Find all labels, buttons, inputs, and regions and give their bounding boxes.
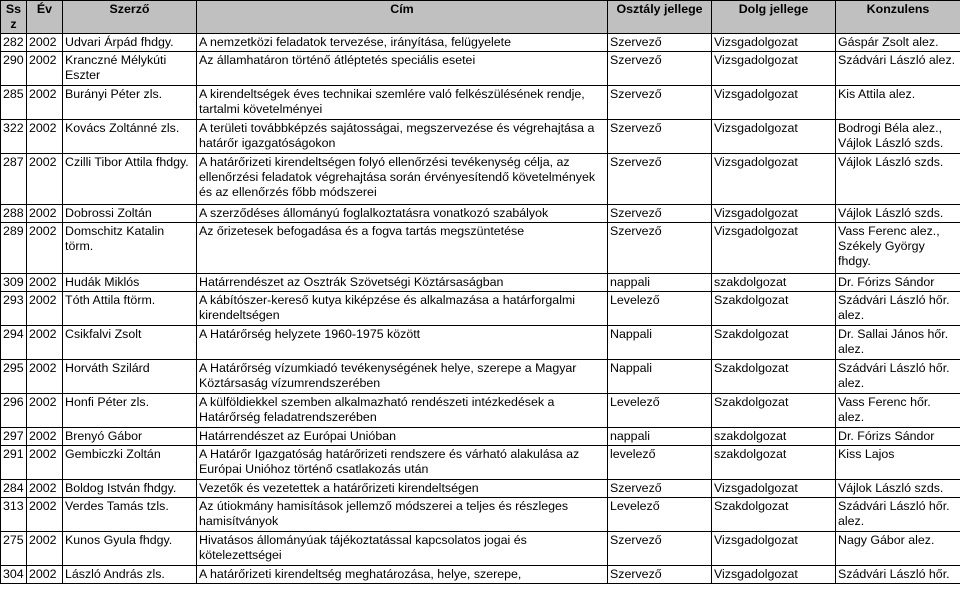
- cell-dolg: Szakdolgozat: [712, 498, 836, 532]
- cell-osztaly: Nappali: [608, 326, 712, 360]
- cell-konzulens: Bodrogi Béla alez., Vájlok László szds.: [836, 120, 960, 154]
- cell-osztaly: Szervező: [608, 532, 712, 566]
- column-header-osztaly: Osztály jellege: [608, 1, 712, 34]
- cell-szerzo: Domschitz Katalin törm.: [63, 223, 197, 274]
- cell-ev: 2002: [27, 205, 63, 223]
- cell-dolg: Vizsgadolgozat: [712, 223, 836, 274]
- cell-cim: A határőrizeti kirendeltség meghatározása, helye, szerepe,: [197, 566, 608, 584]
- cell-ev: 2002: [27, 154, 63, 205]
- cell-osztaly: Szervező: [608, 205, 712, 223]
- cell-konzulens: Gáspár Zsolt alez.: [836, 34, 960, 52]
- cell-dolg: szakdolgozat: [712, 428, 836, 446]
- cell-cim: Az őrizetesek befogadása és a fogva tartás megszüntetése: [197, 223, 608, 274]
- cell-ev: 2002: [27, 120, 63, 154]
- cell-szerzo: Tóth Attila ftörm.: [63, 292, 197, 326]
- cell-ssz: 313: [1, 498, 27, 532]
- column-header-szerzo: Szerző: [63, 1, 197, 34]
- cell-konzulens: Szádvári László hőr.: [836, 566, 960, 584]
- cell-ssz: 284: [1, 480, 27, 498]
- cell-dolg: Szakdolgozat: [712, 326, 836, 360]
- cell-szerzo: Kunos Gyula fhdgy.: [63, 532, 197, 566]
- cell-ssz: 322: [1, 120, 27, 154]
- cell-konzulens: Dr. Fórizs Sándor: [836, 274, 960, 292]
- cell-osztaly: Levelező: [608, 498, 712, 532]
- cell-osztaly: Levelező: [608, 292, 712, 326]
- header-row: [1, 1, 960, 34]
- table-row: [1, 292, 960, 326]
- table-row: [1, 326, 960, 360]
- cell-cim: A Határőrség vízumkiadó tevékenységének helye, szerepe a Magyar Köztársaság vízumrendszerében: [197, 360, 608, 394]
- cell-cim: Hivatásos állományúak tájékoztatással kapcsolatos jogai és kötelezettségei: [197, 532, 608, 566]
- cell-szerzo: László András zls.: [63, 566, 197, 584]
- cell-szerzo: Dobrossi Zoltán: [63, 205, 197, 223]
- cell-ssz: 296: [1, 394, 27, 428]
- cell-szerzo: Hudák Miklós: [63, 274, 197, 292]
- cell-szerzo: Udvari Árpád fhdgy.: [63, 34, 197, 52]
- table-header: [1, 1, 960, 34]
- cell-szerzo: Czilli Tibor Attila fhdgy.: [63, 154, 197, 205]
- cell-cim: A kábítószer-kereső kutya kiképzése és alkalmazása a határforgalmi kirendeltségen: [197, 292, 608, 326]
- table-row: [1, 52, 960, 86]
- table-row: [1, 360, 960, 394]
- cell-osztaly: Szervező: [608, 223, 712, 274]
- cell-szerzo: Kranczné Mélykúti Eszter: [63, 52, 197, 86]
- cell-dolg: Vizsgadolgozat: [712, 86, 836, 120]
- cell-dolg: Szakdolgozat: [712, 394, 836, 428]
- cell-konzulens: Szádvári László alez.: [836, 52, 960, 86]
- cell-dolg: Vizsgadolgozat: [712, 154, 836, 205]
- cell-cim: A külföldiekkel szemben alkalmazható rendészeti intézkedések a Határőrség feladatrendszerében: [197, 394, 608, 428]
- cell-cim: A területi továbbképzés sajátosságai, megszervezése és végrehajtása a határőr igazgatóságokon: [197, 120, 608, 154]
- cell-dolg: Vizsgadolgozat: [712, 120, 836, 154]
- column-header-dolg: Dolg jellege: [712, 1, 836, 34]
- cell-ev: 2002: [27, 274, 63, 292]
- cell-dolg: Szakdolgozat: [712, 360, 836, 394]
- cell-ssz: 309: [1, 274, 27, 292]
- cell-osztaly: Szervező: [608, 34, 712, 52]
- cell-szerzo: Kovács Zoltánné zls.: [63, 120, 197, 154]
- cell-ev: 2002: [27, 360, 63, 394]
- cell-osztaly: Szervező: [608, 86, 712, 120]
- cell-ssz: 297: [1, 428, 27, 446]
- cell-ev: 2002: [27, 223, 63, 274]
- cell-ev: 2002: [27, 446, 63, 480]
- cell-osztaly: Szervező: [608, 154, 712, 205]
- cell-szerzo: Horváth Szilárd: [63, 360, 197, 394]
- cell-cim: A Határőrség helyzete 1960-1975 között: [197, 326, 608, 360]
- cell-ssz: 288: [1, 205, 27, 223]
- cell-ssz: 291: [1, 446, 27, 480]
- cell-osztaly: Levelező: [608, 394, 712, 428]
- cell-cim: A Határőr Igazgatóság határőrizeti rendszere és várható alakulása az Európai Unióhoz történő csatlakozás után: [197, 446, 608, 480]
- cell-konzulens: Vájlok László szds.: [836, 480, 960, 498]
- cell-dolg: Vizsgadolgozat: [712, 34, 836, 52]
- cell-cim: Az útiokmány hamisítások jellemző módszerei a teljes és részleges hamisítványok: [197, 498, 608, 532]
- cell-dolg: Vizsgadolgozat: [712, 566, 836, 584]
- cell-osztaly: Szervező: [608, 566, 712, 584]
- cell-konzulens: Vájlok László szds.: [836, 205, 960, 223]
- table-row: [1, 223, 960, 274]
- cell-dolg: Vizsgadolgozat: [712, 480, 836, 498]
- cell-dolg: szakdolgozat: [712, 274, 836, 292]
- table-row: [1, 154, 960, 205]
- cell-ssz: 295: [1, 360, 27, 394]
- cell-osztaly: Nappali: [608, 360, 712, 394]
- cell-konzulens: Vájlok László szds.: [836, 154, 960, 205]
- cell-dolg: szakdolgozat: [712, 446, 836, 480]
- cell-cim: Határrendészet az Osztrák Szövetségi Köztársaságban: [197, 274, 608, 292]
- column-header-ssz: Ssz: [1, 1, 27, 34]
- cell-konzulens: Vass Ferenc hőr. alez.: [836, 394, 960, 428]
- cell-cim: A nemzetközi feladatok tervezése, irányítása, felügyelete: [197, 34, 608, 52]
- cell-ev: 2002: [27, 292, 63, 326]
- cell-cim: A határőrizeti kirendeltségen folyó ellenőrzési tevékenység célja, az ellenőrzési feladatok végrehajtása során érvényesítendő követelmények és az ellenőrzés főbb módszerei: [197, 154, 608, 205]
- cell-konzulens: Vass Ferenc alez., Székely György fhdgy.: [836, 223, 960, 274]
- cell-osztaly: Szervező: [608, 120, 712, 154]
- cell-ssz: 285: [1, 86, 27, 120]
- cell-ssz: 293: [1, 292, 27, 326]
- cell-konzulens: Kiss Lajos: [836, 446, 960, 480]
- table-row: [1, 428, 960, 446]
- cell-ssz: 304: [1, 566, 27, 584]
- cell-ev: 2002: [27, 480, 63, 498]
- table-body: [1, 34, 960, 584]
- cell-cim: A kirendeltségek éves technikai szemlére való felkészülésének rendje, tartalmi követelményei: [197, 86, 608, 120]
- cell-osztaly: nappali: [608, 274, 712, 292]
- table-row: [1, 86, 960, 120]
- cell-konzulens: Szádvári László hőr. alez.: [836, 360, 960, 394]
- cell-cim: A szerződéses állományú foglalkoztatásra vonatkozó szabályok: [197, 205, 608, 223]
- cell-osztaly: nappali: [608, 428, 712, 446]
- cell-ssz: 287: [1, 154, 27, 205]
- column-header-cim: Cím: [197, 1, 608, 34]
- cell-osztaly: Szervező: [608, 480, 712, 498]
- cell-konzulens: Dr. Fórizs Sándor: [836, 428, 960, 446]
- cell-szerzo: Boldog István fhdgy.: [63, 480, 197, 498]
- column-header-konzulens: Konzulens: [836, 1, 960, 34]
- table-row: [1, 205, 960, 223]
- cell-ev: 2002: [27, 532, 63, 566]
- cell-dolg: Vizsgadolgozat: [712, 532, 836, 566]
- table-row: [1, 446, 960, 480]
- cell-ev: 2002: [27, 394, 63, 428]
- cell-konzulens: Szádvári László hőr. alez.: [836, 292, 960, 326]
- cell-cim: Határrendészet az Európai Unióban: [197, 428, 608, 446]
- cell-ev: 2002: [27, 566, 63, 584]
- cell-szerzo: Burányi Péter zls.: [63, 86, 197, 120]
- table-row: [1, 480, 960, 498]
- cell-szerzo: Honfi Péter zls.: [63, 394, 197, 428]
- cell-ssz: 289: [1, 223, 27, 274]
- cell-konzulens: Kis Attila alez.: [836, 86, 960, 120]
- cell-szerzo: Brenyó Gábor: [63, 428, 197, 446]
- cell-cim: Vezetők és vezetettek a határőrizeti kirendeltségen: [197, 480, 608, 498]
- cell-szerzo: Gembiczki Zoltán: [63, 446, 197, 480]
- table-row: [1, 566, 960, 584]
- cell-konzulens: Szádvári László hőr. alez.: [836, 498, 960, 532]
- cell-dolg: Vizsgadolgozat: [712, 52, 836, 86]
- column-header-ev: Év: [27, 1, 63, 34]
- cell-ev: 2002: [27, 428, 63, 446]
- cell-osztaly: levelező: [608, 446, 712, 480]
- cell-ev: 2002: [27, 326, 63, 360]
- cell-ev: 2002: [27, 52, 63, 86]
- table-row: [1, 532, 960, 566]
- table-row: [1, 34, 960, 52]
- cell-ev: 2002: [27, 34, 63, 52]
- cell-ev: 2002: [27, 86, 63, 120]
- cell-ssz: 282: [1, 34, 27, 52]
- cell-ssz: 294: [1, 326, 27, 360]
- table-row: [1, 498, 960, 532]
- cell-konzulens: Nagy Gábor alez.: [836, 532, 960, 566]
- table-row: [1, 120, 960, 154]
- cell-ssz: 290: [1, 52, 27, 86]
- cell-dolg: Vizsgadolgozat: [712, 205, 836, 223]
- cell-szerzo: Verdes Tamás tzls.: [63, 498, 197, 532]
- cell-konzulens: Dr. Sallai János hőr. alez.: [836, 326, 960, 360]
- cell-osztaly: Szervező: [608, 52, 712, 86]
- cell-ssz: 275: [1, 532, 27, 566]
- cell-szerzo: Csikfalvi Zsolt: [63, 326, 197, 360]
- cell-cim: Az államhatáron történő átléptetés speciális esetei: [197, 52, 608, 86]
- cell-dolg: Szakdolgozat: [712, 292, 836, 326]
- table-row: [1, 274, 960, 292]
- table-row: [1, 394, 960, 428]
- cell-ev: 2002: [27, 498, 63, 532]
